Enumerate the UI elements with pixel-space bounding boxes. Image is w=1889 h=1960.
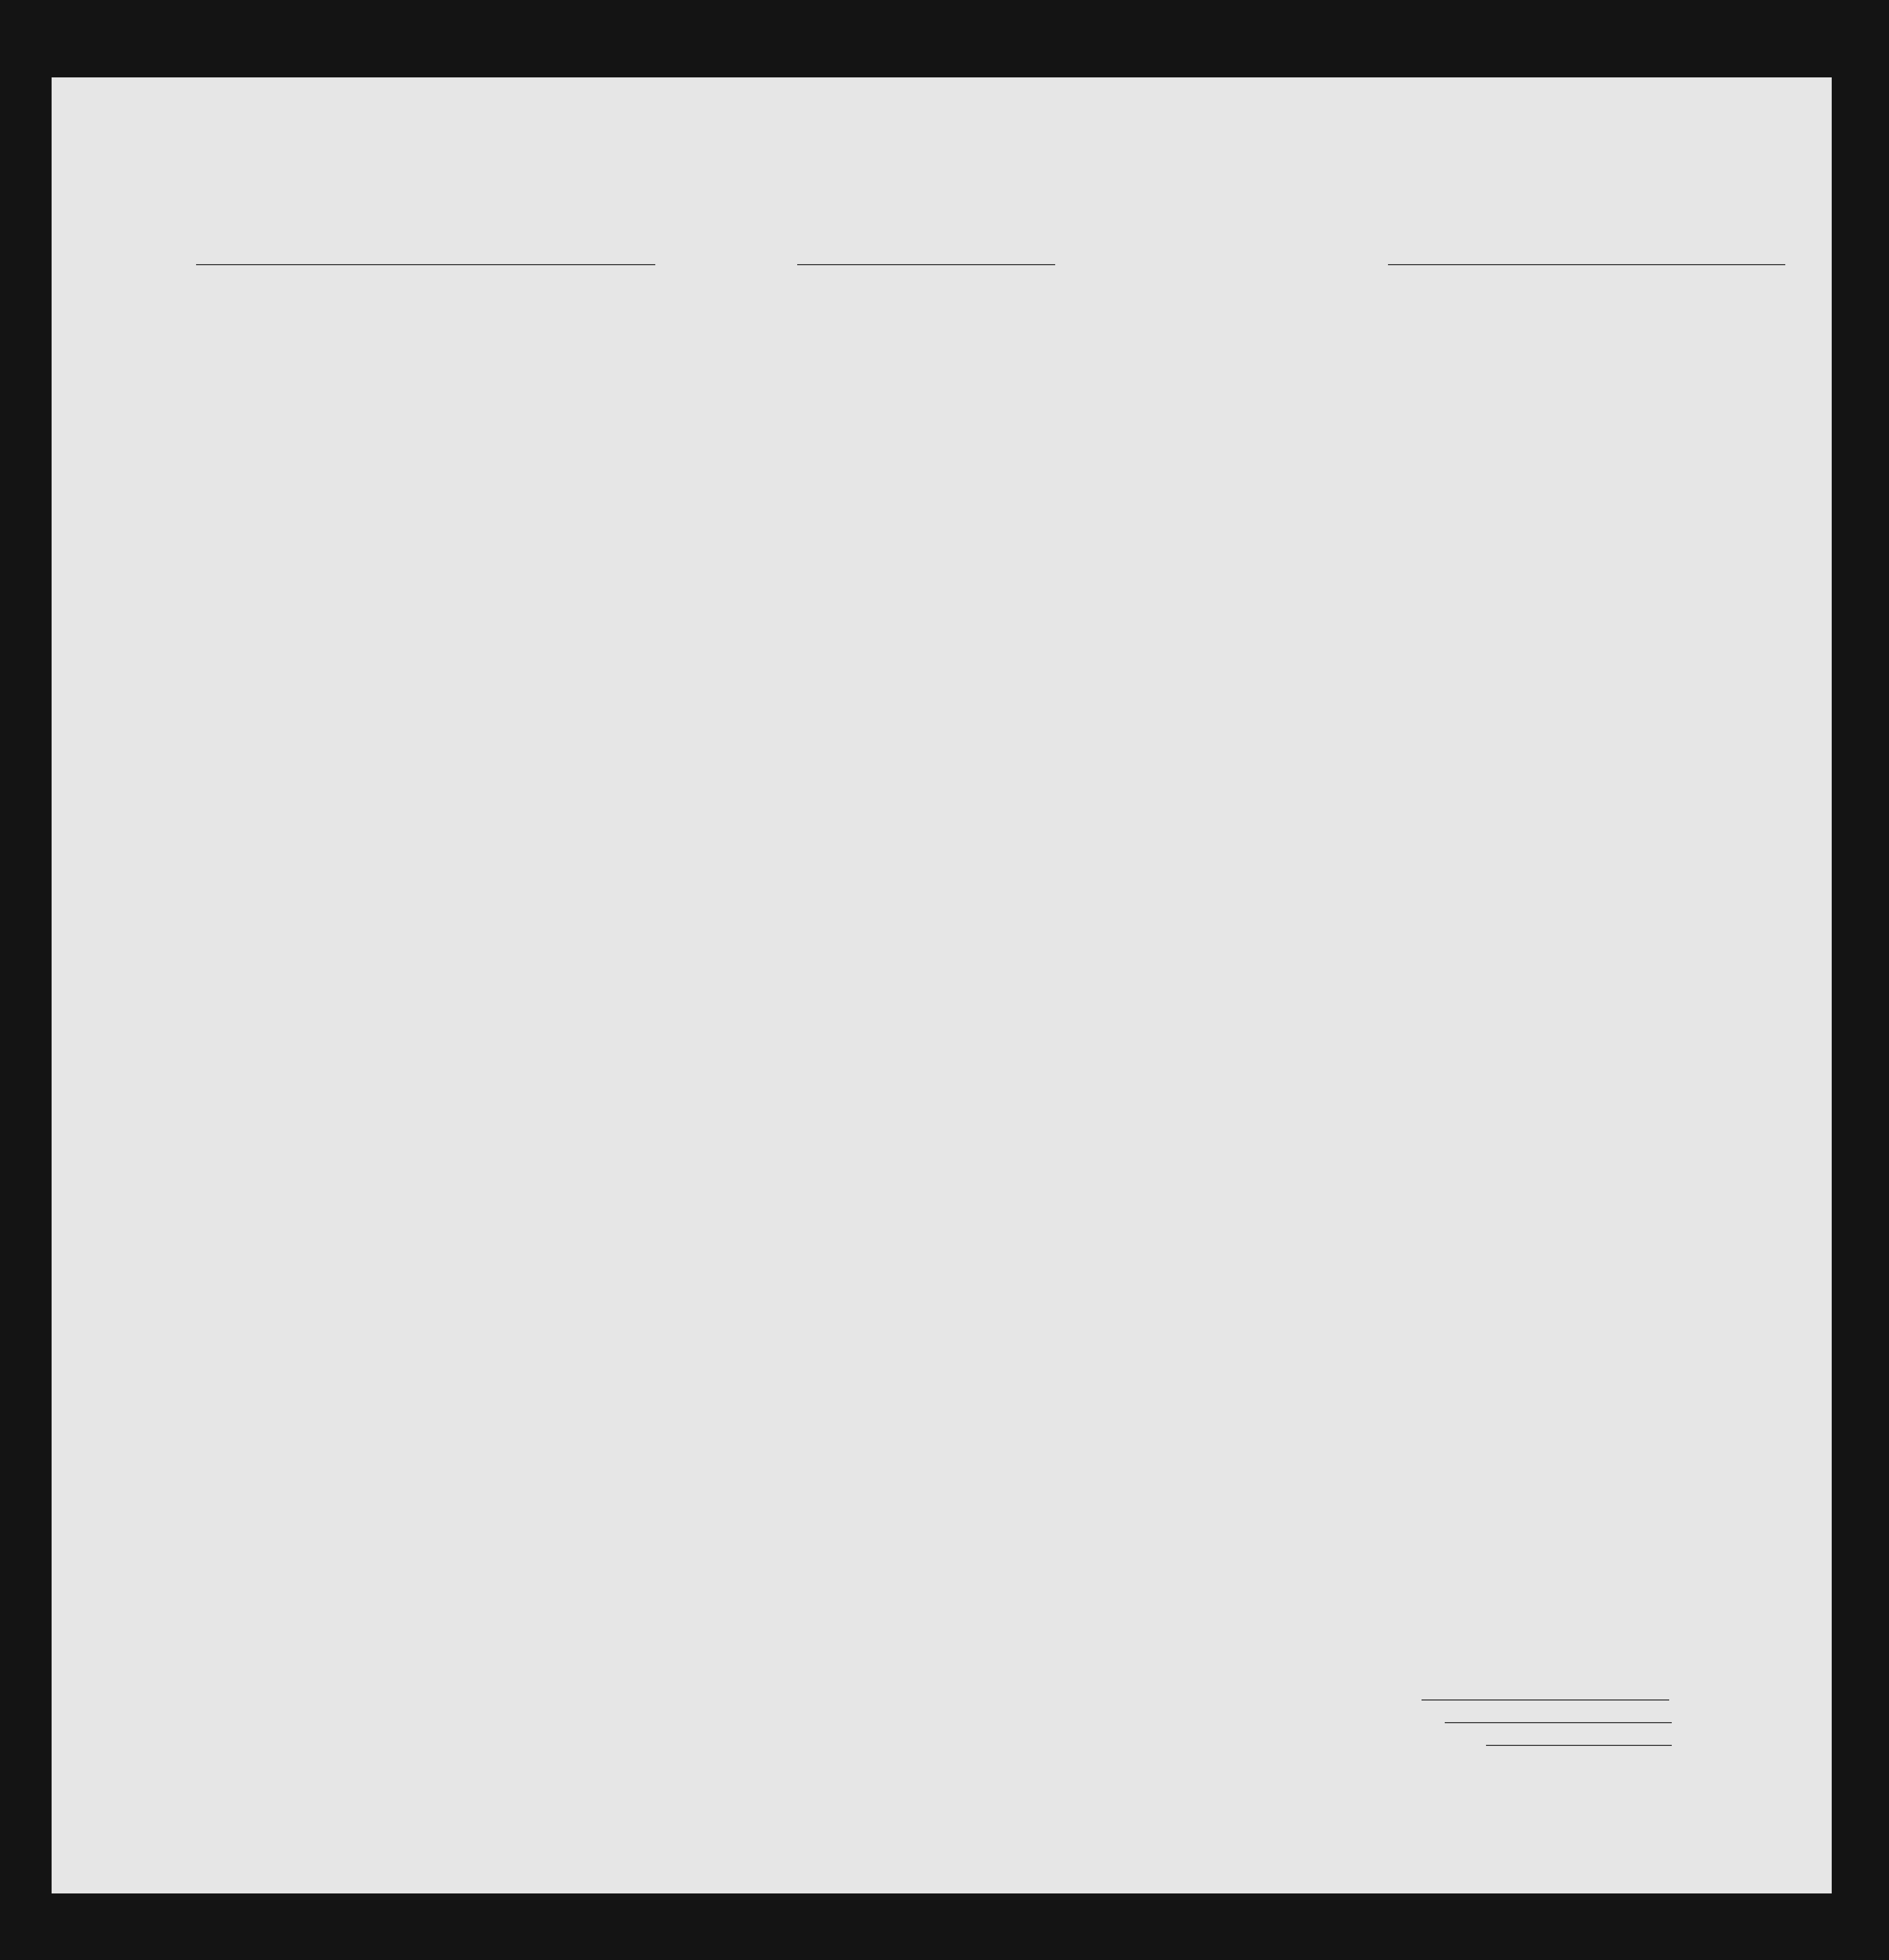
voyage-line [134,238,1785,274]
manifest-sheet [52,77,1832,1893]
line-info [1383,1683,1796,1750]
